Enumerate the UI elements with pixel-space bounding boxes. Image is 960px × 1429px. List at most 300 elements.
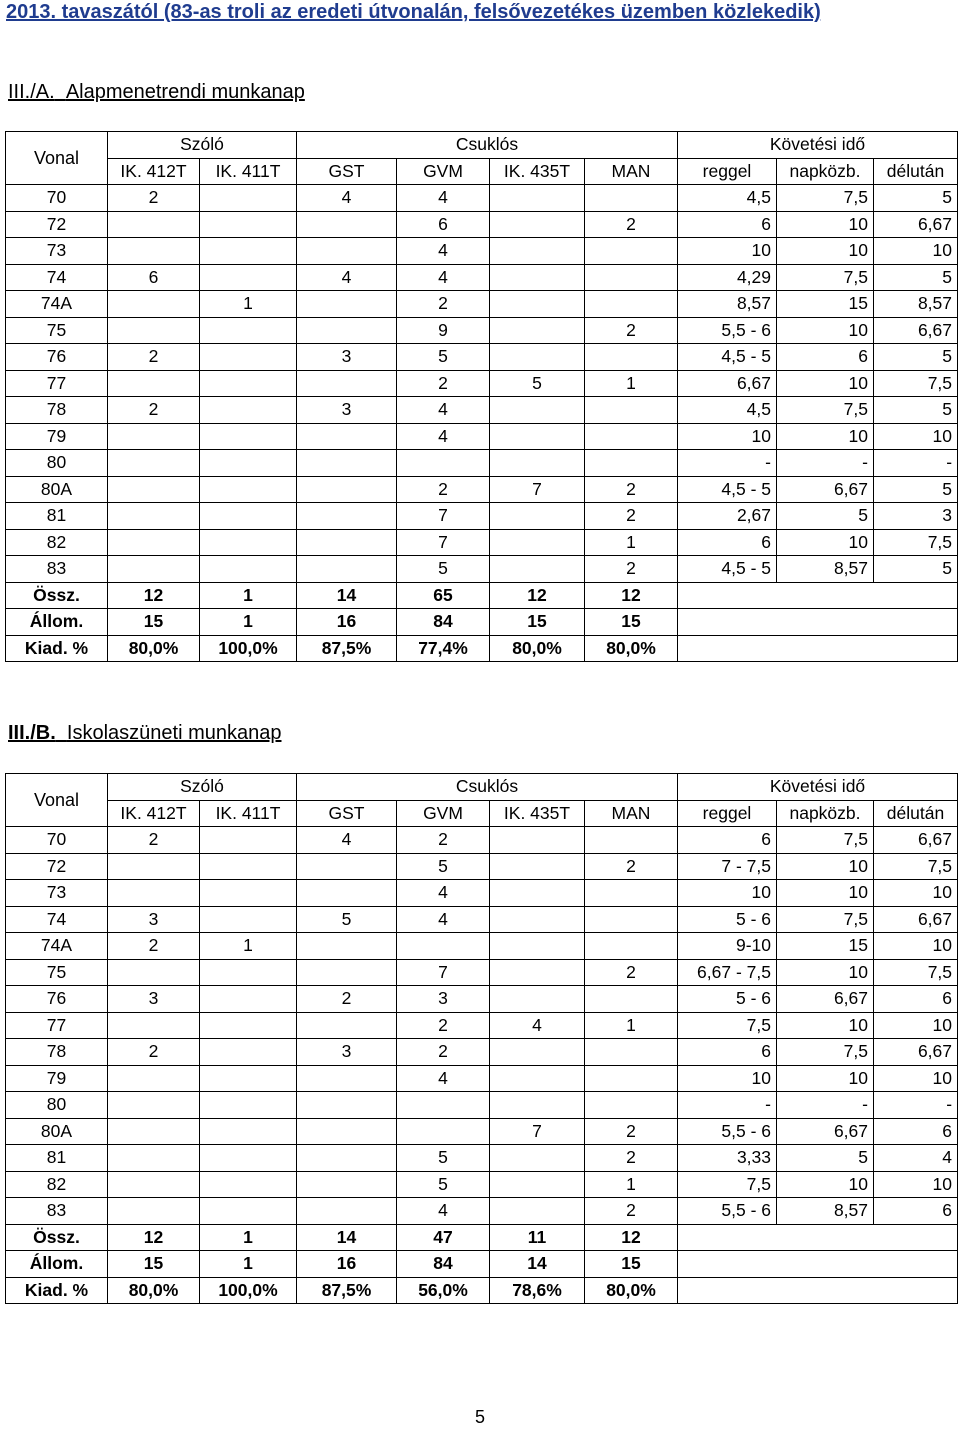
table-cell	[490, 423, 585, 450]
table-row	[6, 317, 958, 344]
total-row	[6, 1277, 958, 1304]
header-column: IK. 412T	[108, 800, 200, 827]
table-cell	[490, 264, 585, 291]
table-cell: 7	[490, 1118, 585, 1145]
table-cell	[200, 503, 297, 530]
table-cell: 2	[585, 1118, 678, 1145]
table-cell	[490, 933, 585, 960]
total-cell: 84	[397, 1251, 490, 1278]
table-cell: -	[874, 1092, 958, 1119]
table-cell: 5	[777, 503, 874, 530]
route-cell: 73	[6, 238, 108, 265]
header-column: GVM	[397, 800, 490, 827]
total-cell: 100,0%	[200, 635, 297, 662]
total-cell: 12	[490, 582, 585, 609]
table-cell: 3	[297, 1039, 397, 1066]
table-cell	[108, 476, 200, 503]
table-cell: 5 - 6	[678, 986, 777, 1013]
table-cell	[200, 1171, 297, 1198]
table-cell: 7,5	[874, 370, 958, 397]
header-group-kovetesi-ido: Követési idő	[678, 132, 958, 159]
total-cell: 47	[397, 1224, 490, 1251]
table-cell	[200, 1065, 297, 1092]
total-cell: 80,0%	[585, 635, 678, 662]
total-cell: 65	[397, 582, 490, 609]
table-cell: 1	[585, 1012, 678, 1039]
document-title: 2013. tavaszától (83-as troli az eredeti útvonalán, felsővezetékes üzemben közlekedik)	[6, 1, 821, 23]
table-cell	[108, 1198, 200, 1225]
table-cell	[490, 291, 585, 318]
total-label: Kiad. %	[6, 635, 108, 662]
table-cell: 4	[397, 906, 490, 933]
table-cell	[108, 529, 200, 556]
table-cell: 10	[874, 880, 958, 907]
table-cell	[585, 880, 678, 907]
schedule-table-b	[5, 773, 958, 1304]
table-cell	[585, 933, 678, 960]
table-cell	[297, 291, 397, 318]
table-cell: 15	[777, 933, 874, 960]
header-column: MAN	[585, 800, 678, 827]
table-cell	[585, 238, 678, 265]
table-row	[6, 1039, 958, 1066]
table-cell: 6,67	[777, 476, 874, 503]
table-cell: 4	[297, 827, 397, 854]
table-cell: 10	[777, 423, 874, 450]
header-column: napközb.	[777, 800, 874, 827]
table-cell	[297, 1198, 397, 1225]
route-cell: 76	[6, 344, 108, 371]
table-cell	[490, 1092, 585, 1119]
table-row	[6, 450, 958, 477]
table-cell: 9	[397, 317, 490, 344]
table-cell: 10	[874, 1012, 958, 1039]
table-cell: 2	[108, 827, 200, 854]
route-cell: 79	[6, 423, 108, 450]
table-cell: 7	[397, 503, 490, 530]
table-cell: 2	[397, 291, 490, 318]
table-cell	[585, 1039, 678, 1066]
total-label: Kiad. %	[6, 1277, 108, 1304]
table-cell: 5,5 - 6	[678, 1198, 777, 1225]
total-cell: 12	[585, 1224, 678, 1251]
table-cell	[297, 211, 397, 238]
table-row	[6, 986, 958, 1013]
table-cell: 4	[397, 1198, 490, 1225]
table-cell	[297, 503, 397, 530]
table-cell	[108, 450, 200, 477]
table-cell	[585, 423, 678, 450]
table-cell: -	[874, 450, 958, 477]
table-cell	[200, 1118, 297, 1145]
route-cell: 74	[6, 264, 108, 291]
table-cell	[397, 1092, 490, 1119]
table-cell: 7	[397, 529, 490, 556]
section-b-label: III./B.	[8, 722, 56, 744]
header-column: reggel	[678, 800, 777, 827]
table-cell: 5,5 - 6	[678, 317, 777, 344]
table-cell	[200, 1092, 297, 1119]
table-cell	[200, 1012, 297, 1039]
table-cell: 6	[874, 1118, 958, 1145]
table-cell	[490, 827, 585, 854]
table-cell	[490, 986, 585, 1013]
table-cell: 7,5	[874, 959, 958, 986]
total-row	[6, 582, 958, 609]
route-cell: 73	[6, 880, 108, 907]
table-row	[6, 933, 958, 960]
table-cell: 6,67	[874, 827, 958, 854]
table-cell: 4	[397, 880, 490, 907]
table-cell	[200, 529, 297, 556]
route-cell: 83	[6, 556, 108, 583]
table-cell: 2	[585, 959, 678, 986]
header-column: reggel	[678, 158, 777, 185]
table-cell: 7,5	[874, 853, 958, 880]
table-cell: 10	[777, 1065, 874, 1092]
table-cell: 7	[397, 959, 490, 986]
route-cell: 79	[6, 1065, 108, 1092]
table-cell: 1	[200, 291, 297, 318]
table-cell	[297, 238, 397, 265]
table-cell	[297, 933, 397, 960]
table-cell: 10	[678, 880, 777, 907]
header-row-groups	[6, 132, 958, 159]
table-cell: 7,5	[678, 1012, 777, 1039]
table-cell: 8,57	[777, 1198, 874, 1225]
table-cell: 3	[297, 344, 397, 371]
total-cell: 12	[585, 582, 678, 609]
route-cell: 75	[6, 317, 108, 344]
table-cell	[108, 1118, 200, 1145]
table-cell	[200, 827, 297, 854]
table-cell	[200, 450, 297, 477]
table-cell	[200, 476, 297, 503]
table-cell	[200, 906, 297, 933]
table-cell	[200, 423, 297, 450]
table-cell: 10	[777, 853, 874, 880]
table-row	[6, 1171, 958, 1198]
table-row	[6, 264, 958, 291]
table-cell	[397, 450, 490, 477]
table-cell: 9-10	[678, 933, 777, 960]
table-cell: -	[678, 450, 777, 477]
table-cell	[200, 556, 297, 583]
header-group-szolo: Szóló	[108, 774, 297, 801]
total-cell: 14	[297, 1224, 397, 1251]
section-a-title: Alapmenetrendi munkanap	[65, 81, 305, 103]
total-cell: 16	[297, 1251, 397, 1278]
total-cell: 12	[108, 1224, 200, 1251]
table-cell: 15	[777, 291, 874, 318]
table-cell: 10	[777, 529, 874, 556]
table-cell	[490, 317, 585, 344]
table-cell: 5	[874, 397, 958, 424]
table-cell: 2	[585, 853, 678, 880]
table-cell: 2	[108, 1039, 200, 1066]
route-cell: 80	[6, 1092, 108, 1119]
table-cell: 2	[585, 476, 678, 503]
table-cell	[585, 397, 678, 424]
table-cell: 10	[777, 959, 874, 986]
total-cell: 1	[200, 582, 297, 609]
total-label: Össz.	[6, 1224, 108, 1251]
route-cell: 82	[6, 1171, 108, 1198]
route-cell: 70	[6, 185, 108, 212]
table-row	[6, 906, 958, 933]
table-cell: 4	[297, 264, 397, 291]
table-cell	[297, 1065, 397, 1092]
table-cell	[490, 556, 585, 583]
table-cell: 8,57	[777, 556, 874, 583]
table-cell: 7,5	[777, 264, 874, 291]
header-vonal: Vonal	[6, 774, 108, 827]
table-row	[6, 211, 958, 238]
page-number: 5	[474, 1407, 485, 1427]
table-cell	[200, 264, 297, 291]
table-cell: 3	[108, 986, 200, 1013]
table-cell: 6	[397, 211, 490, 238]
table-cell: 7,5	[777, 906, 874, 933]
table-cell	[490, 853, 585, 880]
table-cell: 3	[874, 503, 958, 530]
route-cell: 83	[6, 1198, 108, 1225]
route-cell: 82	[6, 529, 108, 556]
table-cell: 5	[397, 344, 490, 371]
route-cell: 80A	[6, 476, 108, 503]
table-cell	[200, 959, 297, 986]
header-column: IK. 412T	[108, 158, 200, 185]
table-cell: 2	[108, 933, 200, 960]
table-cell: 4	[874, 1145, 958, 1172]
route-cell: 74	[6, 906, 108, 933]
header-column: IK. 435T	[490, 158, 585, 185]
table-cell: 1	[200, 933, 297, 960]
table-cell: 4,5	[678, 185, 777, 212]
table-row	[6, 370, 958, 397]
table-cell	[297, 1092, 397, 1119]
table-cell	[108, 503, 200, 530]
table-cell	[108, 211, 200, 238]
table-cell: 7,5	[874, 529, 958, 556]
table-cell	[585, 344, 678, 371]
total-cell: 56,0%	[397, 1277, 490, 1304]
table-cell: 4,29	[678, 264, 777, 291]
table-cell	[108, 317, 200, 344]
table-cell: 7 - 7,5	[678, 853, 777, 880]
table-cell	[108, 1012, 200, 1039]
table-cell: 4	[397, 264, 490, 291]
table-cell	[200, 397, 297, 424]
route-cell: 78	[6, 397, 108, 424]
table-cell	[397, 1118, 490, 1145]
table-cell: 10	[777, 317, 874, 344]
table-row	[6, 827, 958, 854]
table-cell: 4	[397, 185, 490, 212]
table-cell: 2	[585, 1145, 678, 1172]
table-cell	[585, 185, 678, 212]
route-cell: 77	[6, 1012, 108, 1039]
table-cell: 4,5 - 5	[678, 476, 777, 503]
table-cell: 5	[397, 556, 490, 583]
route-cell: 74A	[6, 933, 108, 960]
table-cell: 6	[678, 827, 777, 854]
table-cell: 10	[777, 211, 874, 238]
table-cell: 5	[490, 370, 585, 397]
table-cell: -	[678, 1092, 777, 1119]
table-row	[6, 476, 958, 503]
total-cell: 80,0%	[108, 1277, 200, 1304]
total-label: Össz.	[6, 582, 108, 609]
table-cell: 6,67	[874, 906, 958, 933]
total-label: Állom.	[6, 1251, 108, 1278]
total-cell: 16	[297, 609, 397, 636]
table-cell: 5	[397, 853, 490, 880]
header-column: IK. 411T	[200, 158, 297, 185]
table-cell	[297, 423, 397, 450]
total-cell: 12	[108, 582, 200, 609]
total-empty-cell	[678, 609, 958, 636]
route-cell: 77	[6, 370, 108, 397]
table-cell: 2	[585, 1198, 678, 1225]
table-cell	[490, 959, 585, 986]
table-cell: 6,67	[777, 1118, 874, 1145]
table-cell	[585, 450, 678, 477]
table-cell	[200, 238, 297, 265]
table-cell	[108, 853, 200, 880]
route-cell: 76	[6, 986, 108, 1013]
total-empty-cell	[678, 635, 958, 662]
header-group-csuklos: Csuklós	[297, 774, 678, 801]
table-cell	[297, 1171, 397, 1198]
table-row	[6, 238, 958, 265]
table-cell	[200, 1039, 297, 1066]
table-cell	[585, 827, 678, 854]
table-cell	[200, 986, 297, 1013]
table-cell	[297, 476, 397, 503]
header-column: délután	[874, 158, 958, 185]
table-cell: 6	[108, 264, 200, 291]
table-cell: 5	[397, 1171, 490, 1198]
header-column: GVM	[397, 158, 490, 185]
table-cell: 10	[777, 880, 874, 907]
table-row	[6, 959, 958, 986]
table-cell	[297, 370, 397, 397]
table-row	[6, 291, 958, 318]
total-cell: 15	[585, 1251, 678, 1278]
table-cell: 3,33	[678, 1145, 777, 1172]
table-cell	[108, 1065, 200, 1092]
total-row	[6, 635, 958, 662]
total-row	[6, 609, 958, 636]
total-cell: 80,0%	[490, 635, 585, 662]
total-cell: 15	[490, 609, 585, 636]
total-cell: 1	[200, 1251, 297, 1278]
table-cell: 7	[490, 476, 585, 503]
table-cell	[200, 370, 297, 397]
table-cell	[490, 238, 585, 265]
table-cell: 4	[397, 238, 490, 265]
table-cell: 4	[397, 1065, 490, 1092]
table-cell: 2,67	[678, 503, 777, 530]
total-cell: 80,0%	[585, 1277, 678, 1304]
table-cell	[200, 185, 297, 212]
table-cell	[297, 959, 397, 986]
table-cell: 5	[874, 344, 958, 371]
header-column: MAN	[585, 158, 678, 185]
total-row	[6, 1251, 958, 1278]
table-cell: 10	[777, 1171, 874, 1198]
total-empty-cell	[678, 1277, 958, 1304]
header-column: IK. 435T	[490, 800, 585, 827]
table-cell: 4	[397, 423, 490, 450]
total-cell: 78,6%	[490, 1277, 585, 1304]
table-cell: 2	[585, 556, 678, 583]
table-cell	[585, 1065, 678, 1092]
table-cell	[490, 529, 585, 556]
route-cell: 78	[6, 1039, 108, 1066]
total-empty-cell	[678, 1251, 958, 1278]
table-row	[6, 853, 958, 880]
table-cell: 7,5	[777, 185, 874, 212]
route-cell: 72	[6, 853, 108, 880]
route-cell: 81	[6, 503, 108, 530]
table-cell: 2	[397, 1039, 490, 1066]
table-cell	[200, 344, 297, 371]
table-cell: 2	[397, 1012, 490, 1039]
table-cell	[297, 450, 397, 477]
table-cell: 2	[108, 397, 200, 424]
header-column: GST	[297, 800, 397, 827]
header-row-groups	[6, 774, 958, 801]
table-cell: 7,5	[777, 1039, 874, 1066]
table-cell	[108, 370, 200, 397]
table-cell: 6,67	[874, 317, 958, 344]
route-cell: 81	[6, 1145, 108, 1172]
table-cell	[490, 1039, 585, 1066]
table-cell: 8,57	[678, 291, 777, 318]
table-cell	[108, 1092, 200, 1119]
table-cell: -	[777, 1092, 874, 1119]
table-cell: 7,5	[777, 397, 874, 424]
table-cell	[585, 986, 678, 1013]
table-cell: 3	[297, 397, 397, 424]
table-row	[6, 397, 958, 424]
table-cell	[297, 556, 397, 583]
table-row	[6, 529, 958, 556]
total-cell: 15	[108, 609, 200, 636]
total-cell: 100,0%	[200, 1277, 297, 1304]
table-row	[6, 1065, 958, 1092]
table-cell: 6,67	[777, 986, 874, 1013]
table-cell: 5	[874, 556, 958, 583]
table-cell: 3	[108, 906, 200, 933]
schedule-table-a	[5, 131, 958, 662]
table-cell: 4,5 - 5	[678, 556, 777, 583]
table-cell	[585, 1092, 678, 1119]
header-column: délután	[874, 800, 958, 827]
table-cell: 2	[397, 476, 490, 503]
table-row	[6, 1118, 958, 1145]
table-cell: 8,57	[874, 291, 958, 318]
table-cell	[200, 1145, 297, 1172]
table-cell	[297, 1012, 397, 1039]
table-cell: 5	[874, 264, 958, 291]
table-cell	[297, 1145, 397, 1172]
route-cell: 80A	[6, 1118, 108, 1145]
table-cell: 5	[874, 185, 958, 212]
total-cell: 84	[397, 609, 490, 636]
